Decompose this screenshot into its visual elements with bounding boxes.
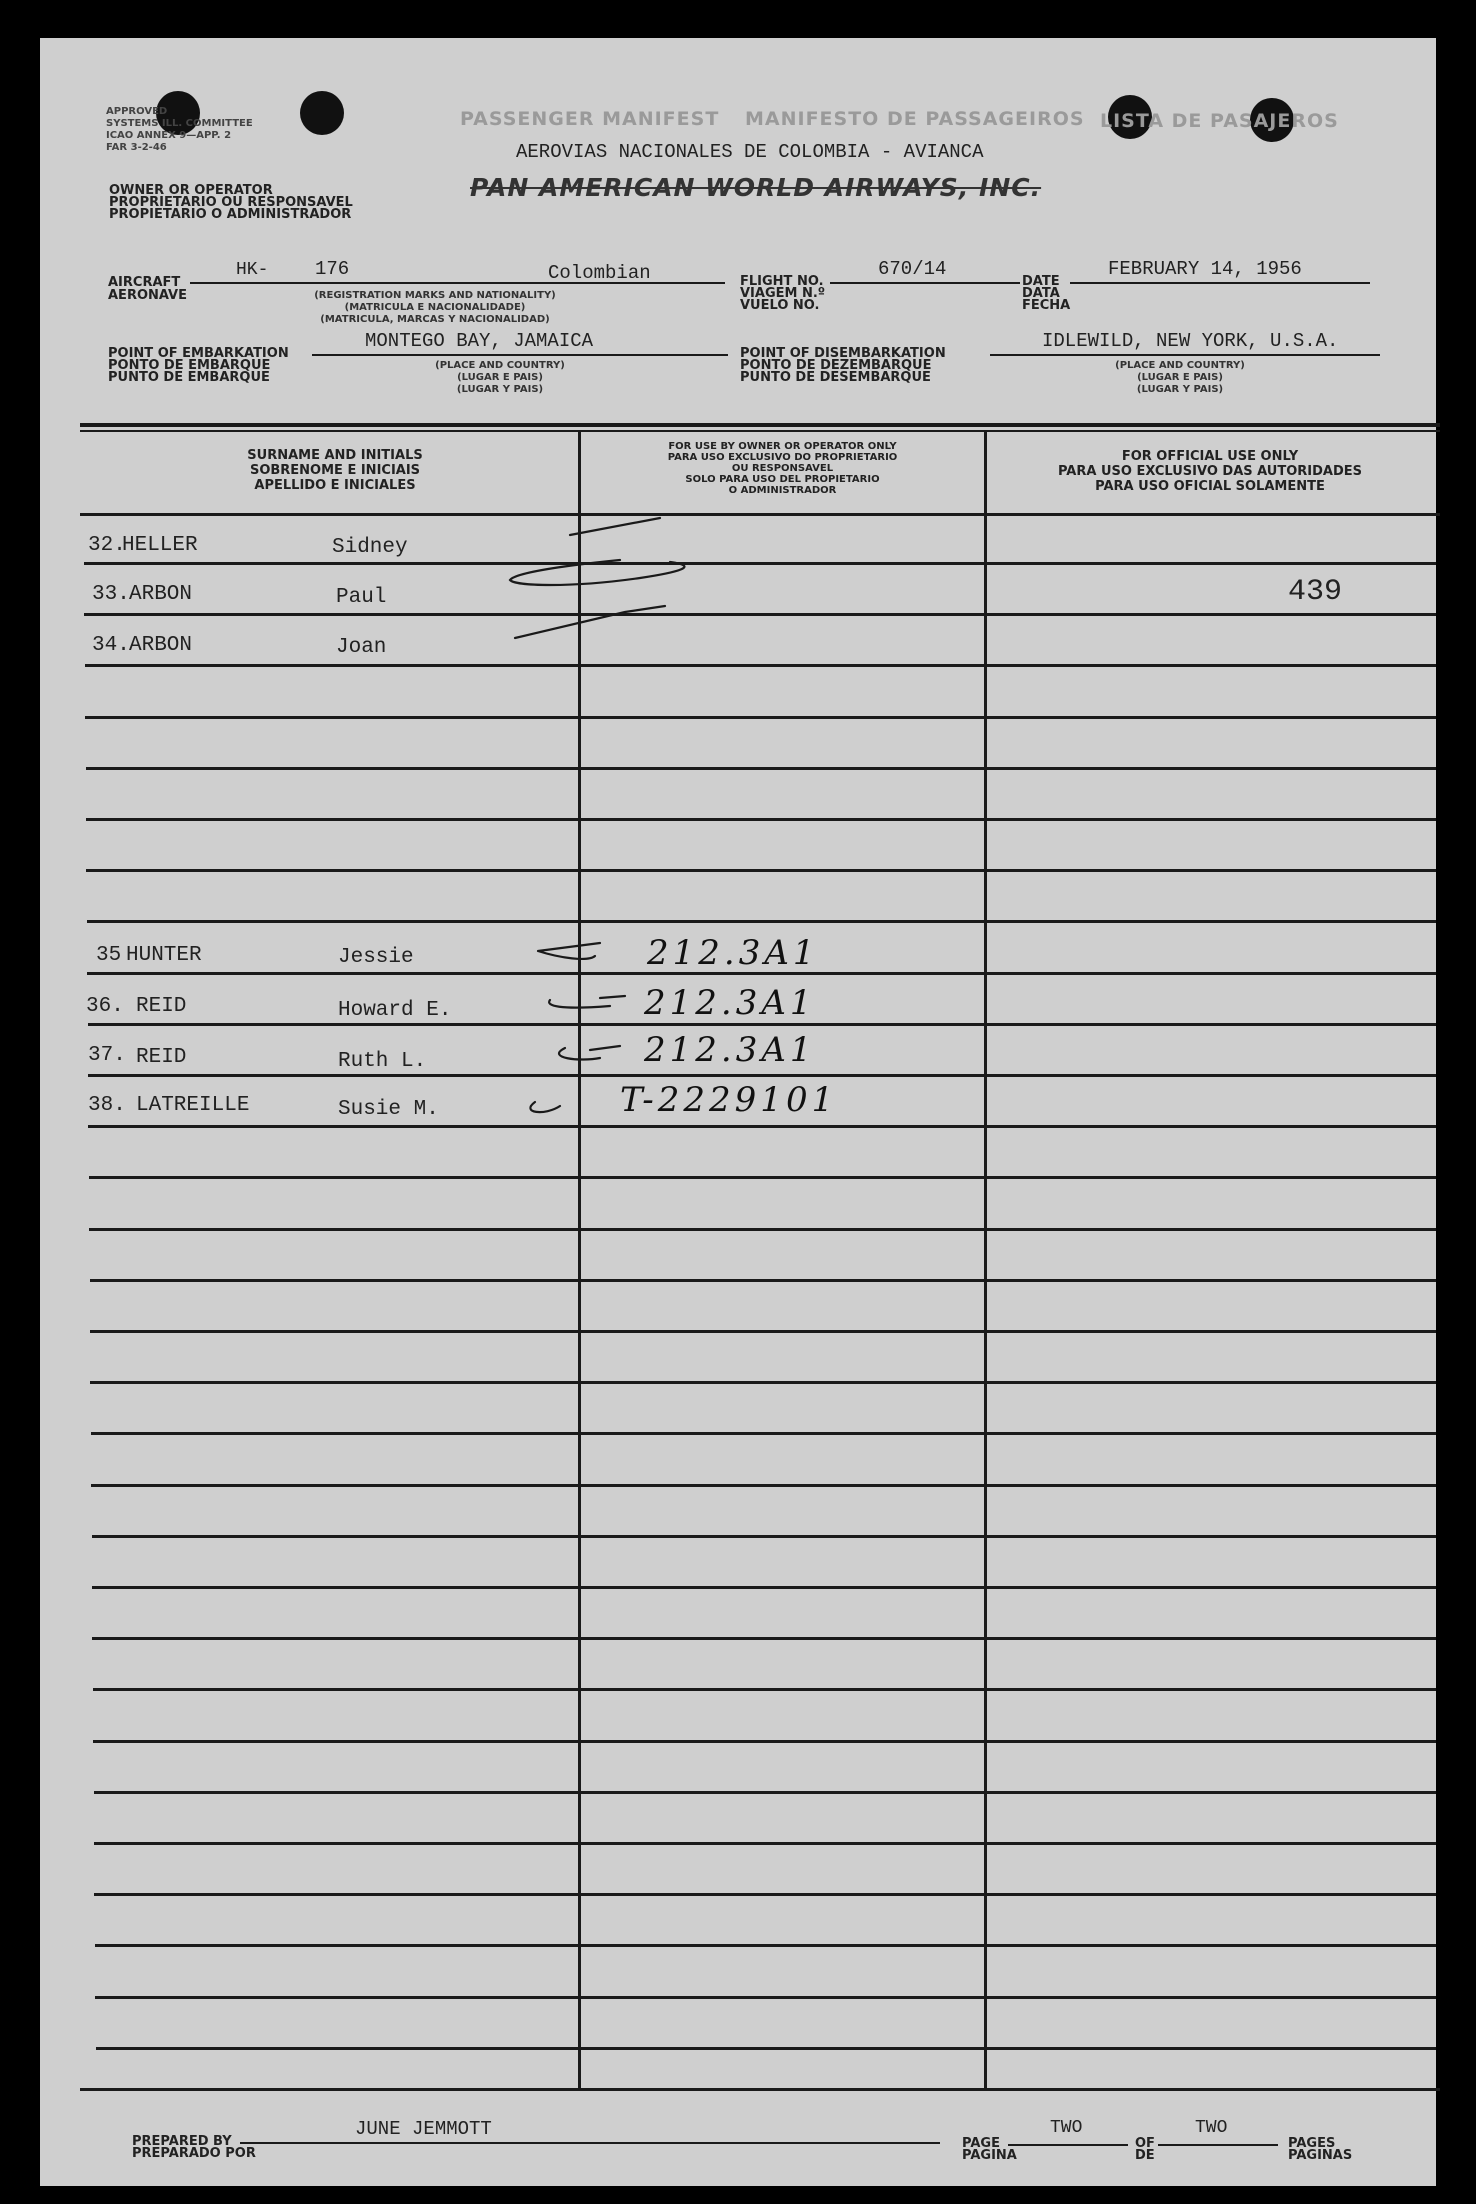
- embarkation-caption-line: (LUGAR Y PAIS): [456, 384, 544, 395]
- passenger-surname: ARBON: [129, 634, 193, 657]
- of-labels: [1135, 2138, 1155, 2162]
- approval-line: ICAO ANNEX 9—APP. 2: [106, 130, 232, 141]
- title-es: LISTA DE PASAJEROS: [1100, 110, 1339, 132]
- date-label: DATA: [1022, 286, 1060, 301]
- aircraft-label: AERONAVE: [108, 288, 188, 303]
- embarkation-caption-line: (LUGAR E PAIS): [457, 372, 543, 383]
- column-header-line: PARA USO OFICIAL SOLAMENTE: [1095, 479, 1325, 494]
- passenger-surname: REID: [136, 995, 187, 1018]
- row-rule: [90, 1381, 1436, 1384]
- owner-label: PROPIETARIO O ADMINISTRADOR: [109, 207, 352, 222]
- prepared-underline: [240, 2142, 940, 2144]
- handwritten-note: 212.3A1: [644, 983, 816, 1023]
- column-header-line: APELLIDO E INICIALES: [254, 478, 416, 493]
- of-label: DE: [1135, 2148, 1155, 2163]
- embarkation-caption-line: (PLACE AND COUNTRY): [435, 360, 565, 371]
- row-rule: [93, 1740, 1436, 1743]
- row-rule: [94, 1791, 1436, 1794]
- table-bottom-rule: [80, 2088, 1440, 2091]
- check-mark: [559, 1046, 620, 1060]
- passenger-surname: LATREILLE: [136, 1094, 250, 1117]
- prepared-by: JUNE JEMMOTT: [355, 2118, 492, 2140]
- embarkation-value: MONTEGO BAY, JAMAICA: [365, 330, 594, 352]
- column-header-line: SOLO PARA USO DEL PROPIETARIO: [685, 474, 880, 485]
- prepared-labels: [132, 2136, 256, 2160]
- disembarkation-label: PONTO DE DEZEMBARQUE: [740, 358, 932, 373]
- check-mark: [549, 996, 625, 1008]
- passenger-given-name: Howard E.: [338, 999, 452, 1022]
- check-mark: [530, 1102, 560, 1112]
- passenger-surname: REID: [136, 1046, 187, 1069]
- passenger-given-name: Jessie: [338, 946, 414, 969]
- flight-number: 670/14: [878, 258, 947, 280]
- approval-line: FAR 3-2-46: [106, 142, 167, 153]
- aircraft-label: AIRCRAFT: [108, 275, 181, 290]
- pages-label: PAGINAS: [1288, 2148, 1353, 2163]
- column-header-line: FOR OFFICIAL USE ONLY: [1121, 449, 1299, 464]
- operator-typed: AEROVIAS NACIONALES DE COLOMBIA - AVIANCA: [516, 141, 984, 163]
- disembarkation-label: POINT OF DISEMBARKATION: [740, 346, 946, 361]
- embarkation-label: POINT OF EMBARKATION: [108, 346, 289, 361]
- total-pages: TWO: [1195, 2118, 1228, 2138]
- disembarkation-label: PUNTO DE DESEMBARQUE: [740, 370, 931, 385]
- title-pt: MANIFESTO DE PASSAGEIROS: [745, 108, 1085, 130]
- check-mark: [570, 518, 660, 535]
- prepared-label: PREPARADO POR: [132, 2146, 256, 2161]
- row-rule: [96, 2047, 1436, 2050]
- row-rule: [91, 1432, 1436, 1435]
- page-label: PAGE: [962, 2136, 1000, 2151]
- date-label: DATE: [1022, 274, 1060, 289]
- row-rule: [91, 1484, 1436, 1487]
- registration-caption-line: (REGISTRATION MARKS AND NATIONALITY): [314, 290, 556, 301]
- row-rule: [92, 1586, 1436, 1589]
- flight-label: VUELO NO.: [740, 298, 820, 313]
- row-rule: [92, 1637, 1436, 1640]
- approval-line: SYSTEMS ILL. COMMITTEE: [106, 118, 253, 129]
- passenger-number: 32.: [88, 534, 126, 557]
- column-header-line: FOR USE BY OWNER OR OPERATOR ONLY: [668, 441, 897, 452]
- flight-label: VIAGEM N.º: [740, 286, 826, 301]
- official-number: 439: [1288, 575, 1343, 609]
- passenger-given-name: Joan: [336, 636, 387, 659]
- column-header-line: PARA USO EXCLUSIVO DAS AUTORIDADES: [1057, 464, 1363, 479]
- registration-number: 176: [315, 258, 350, 280]
- row-rule: [95, 1944, 1436, 1947]
- registration-caption-line: (MATRICULA E NACIONALIDADE): [344, 302, 526, 313]
- disembarkation-caption-line: (LUGAR Y PAIS): [1136, 384, 1224, 395]
- column-header-line: O ADMINISTRADOR: [728, 485, 837, 496]
- passenger-surname: HELLER: [122, 534, 198, 557]
- date-value: FEBRUARY 14, 1956: [1108, 258, 1302, 280]
- disembarkation-value: IDLEWILD, NEW YORK, U.S.A.: [1042, 330, 1339, 352]
- passenger-given-name: Paul: [336, 586, 387, 609]
- passenger-given-name: Ruth L.: [338, 1050, 427, 1073]
- row-rule: [94, 1842, 1436, 1845]
- column-header-line: OU RESPONSAVEL: [731, 463, 834, 474]
- embarkation-label: PONTO DE EMBARQUE: [108, 358, 271, 373]
- owner-label: PROPRIETARIO OU RESPONSAVEL: [109, 195, 353, 210]
- row-rule: [90, 1279, 1436, 1282]
- handwritten-note: 212.3A1: [647, 933, 819, 973]
- passenger-number: 35: [96, 944, 122, 967]
- of-underline: [1158, 2144, 1278, 2146]
- pages-labels: [1288, 2138, 1352, 2162]
- passenger-number: 33.: [92, 583, 130, 606]
- passenger-surname: HUNTER: [126, 944, 202, 967]
- page-labels: [962, 2138, 1017, 2162]
- passenger-number: 38.: [88, 1094, 126, 1117]
- row-rule: [92, 1535, 1436, 1538]
- handwritten-note: 212.3A1: [644, 1030, 816, 1070]
- manifest-sheet: [40, 38, 1436, 2186]
- page-number: TWO: [1050, 2118, 1083, 2138]
- page-underline: [1008, 2144, 1128, 2146]
- column-header-line: SURNAME AND INITIALS: [247, 448, 423, 463]
- nationality: Colombian: [548, 262, 651, 284]
- disembarkation-caption-line: (LUGAR E PAIS): [1137, 372, 1223, 383]
- prepared-label: PREPARED BY: [132, 2134, 232, 2149]
- registration-prefix: HK-: [236, 260, 269, 280]
- registration-caption-line: (MATRICULA, MARCAS Y NACIONALIDAD): [320, 314, 550, 325]
- owner-label: OWNER OR OPERATOR: [109, 183, 273, 198]
- row-rule: [95, 1996, 1436, 1999]
- of-label: OF: [1135, 2136, 1155, 2151]
- passenger-surname: ARBON: [129, 583, 193, 606]
- handwritten-note: T-2229101: [620, 1080, 838, 1120]
- check-mark: [515, 606, 665, 638]
- check-mark: [538, 943, 600, 959]
- row-rule: [94, 1893, 1436, 1896]
- embarkation-label: PUNTO DE EMBARQUE: [108, 370, 270, 385]
- column-header-line: SOBRENOME E INICIAIS: [249, 463, 421, 478]
- check-mark: [510, 560, 684, 585]
- check-marks: [40, 38, 1436, 1238]
- column-header-line: PARA USO EXCLUSIVO DO PROPRIETARIO: [667, 452, 898, 463]
- title-en: PASSENGER MANIFEST: [460, 108, 720, 130]
- operator-struck: PAN AMERICAN WORLD AIRWAYS, INC.: [470, 173, 1042, 202]
- flight-label: FLIGHT NO.: [740, 274, 824, 289]
- page-label: PAGINA: [962, 2148, 1017, 2163]
- passenger-number: 34.: [92, 634, 130, 657]
- passenger-given-name: Sidney: [332, 536, 408, 559]
- pages-label: PAGES: [1288, 2136, 1336, 2151]
- passenger-number: 36.: [86, 995, 124, 1018]
- passenger-given-name: Susie M.: [338, 1098, 439, 1121]
- row-rule: [90, 1330, 1436, 1333]
- date-label: FECHA: [1022, 298, 1071, 313]
- passenger-number: 37.: [88, 1044, 126, 1067]
- disembarkation-caption-line: (PLACE AND COUNTRY): [1115, 360, 1245, 371]
- approval-line: APPROVED: [106, 106, 168, 117]
- row-rule: [93, 1688, 1436, 1691]
